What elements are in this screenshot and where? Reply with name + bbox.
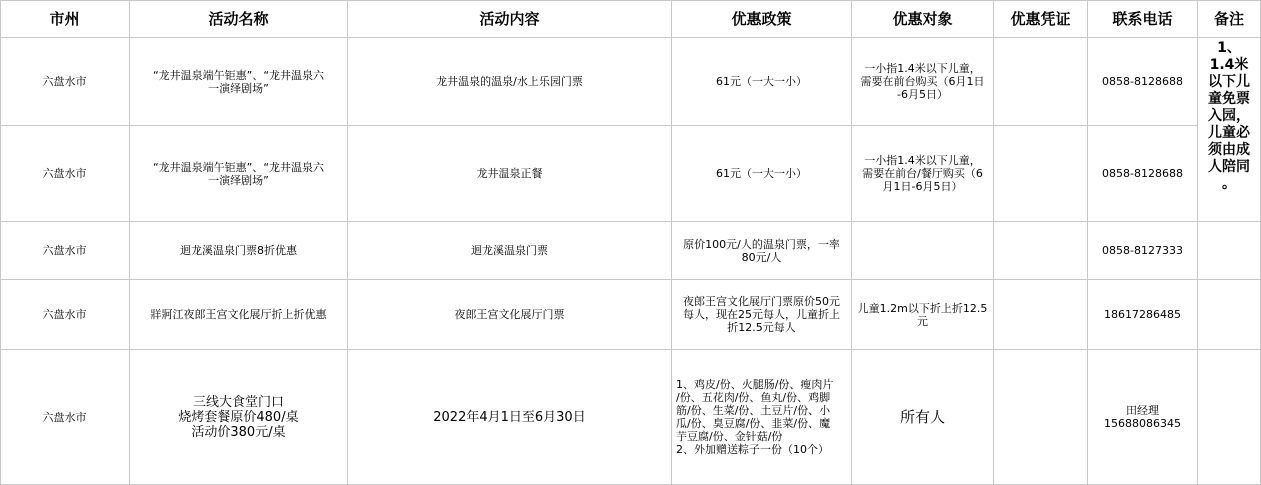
table-cell-city[interactable]: 六盘水市 — [0, 126, 130, 222]
table-cell-activity-content[interactable]: 龙井温泉的温泉/水上乐园门票 — [348, 38, 672, 126]
table-cell-city[interactable]: 六盘水市 — [0, 222, 130, 280]
header-discount-policy[interactable]: 优惠政策 — [672, 0, 852, 38]
table-cell-discount-voucher[interactable] — [994, 350, 1088, 485]
header-activity-name[interactable]: 活动名称 — [130, 0, 348, 38]
table-cell-activity-content[interactable]: 龙井温泉正餐 — [348, 126, 672, 222]
table-cell-discount-voucher[interactable] — [994, 222, 1088, 280]
table-cell-discount-target[interactable]: 一小指1.4米以下儿童， 需要在前台/餐厅购买（6 月1日-6月5日） — [852, 126, 994, 222]
table-cell-activity-name[interactable]: 迴龙溪温泉门票8折优惠 — [130, 222, 348, 280]
table-cell-activity-content[interactable]: 夜郎王宫文化展厅门票 — [348, 280, 672, 350]
table-cell-discount-voucher[interactable] — [994, 126, 1088, 222]
table-cell-discount-target[interactable] — [852, 222, 994, 280]
table-cell-city[interactable]: 六盘水市 — [0, 280, 130, 350]
table-cell-city[interactable]: 六盘水市 — [0, 38, 130, 126]
table-cell-discount-policy[interactable]: 1、鸡皮/份、火腿肠/份、瘦肉片 /份、五花肉/份、鱼丸/份、鸡脚 筋/份、生菜/份、土豆片/份、小 瓜/份、臭豆腐/份、韭菜/份、魔 芋豆腐/份、金针菇/份 2、外加赠送粽子一份（10个） — [672, 350, 852, 485]
table-cell-activity-name[interactable]: “龙井温泉端午钜惠”、“龙井温泉六 一演绎剧场” — [130, 38, 348, 126]
table-cell-discount-policy[interactable]: 61元（一大一小） — [672, 126, 852, 222]
table-cell-discount-voucher[interactable] — [994, 38, 1088, 126]
table-cell-note-empty[interactable] — [1198, 280, 1261, 350]
table-cell-activity-name[interactable]: 三线大食堂门口 烧烤套餐原价480/桌 活动价380元/桌 — [130, 350, 348, 485]
table-cell-contact-phone[interactable]: 田经理15688086345 — [1088, 350, 1198, 485]
table-cell-discount-target[interactable]: 儿童1.2m以下折上折12.5 元 — [852, 280, 994, 350]
header-activity-content[interactable]: 活动内容 — [348, 0, 672, 38]
table-cell-activity-content[interactable]: 迴龙溪温泉门票 — [348, 222, 672, 280]
header-note[interactable]: 备注 — [1198, 0, 1261, 38]
table-cell-discount-policy[interactable]: 夜郎王宫文化展厅门票原价50元 每人，现在25元每人，儿童折上 折12.5元每人 — [672, 280, 852, 350]
table-cell-discount-voucher[interactable] — [994, 280, 1088, 350]
table-cell-discount-policy[interactable]: 原价100元/人的温泉门票，一率 80元/人 — [672, 222, 852, 280]
table-cell-note-empty[interactable] — [1198, 350, 1261, 485]
note-cell[interactable]: 1、 1.4米 以下儿 童免票 入园， 儿童必 须由成 人陪同 。 — [1198, 38, 1261, 222]
table-cell-activity-name[interactable]: “龙井温泉端午钜惠”、“龙井温泉六 一演绎剧场” — [130, 126, 348, 222]
header-discount-target[interactable]: 优惠对象 — [852, 0, 994, 38]
table-cell-contact-phone[interactable]: 0858-8128688 — [1088, 38, 1198, 126]
table-cell-discount-policy[interactable]: 61元（一大一小） — [672, 38, 852, 126]
table-cell-discount-target[interactable]: 所有人 — [852, 350, 994, 485]
table-cell-activity-content[interactable]: 2022年4月1日至6月30日 — [348, 350, 672, 485]
table-cell-activity-name[interactable]: 牂牁江夜郎王宫文化展厅折上折优惠 — [130, 280, 348, 350]
table-cell-contact-phone[interactable]: 0858-8127333 — [1088, 222, 1198, 280]
table-cell-city[interactable]: 六盘水市 — [0, 350, 130, 485]
table-cell-contact-phone[interactable]: 18617286485 — [1088, 280, 1198, 350]
table-cell-note-empty[interactable] — [1198, 222, 1261, 280]
table-cell-discount-target[interactable]: 一小指1.4米以下儿童， 需要在前台购买（6月1日 -6月5日） — [852, 38, 994, 126]
header-contact-phone[interactable]: 联系电话 — [1088, 0, 1198, 38]
header-city[interactable]: 市州 — [0, 0, 130, 38]
header-discount-voucher[interactable]: 优惠凭证 — [994, 0, 1088, 38]
table-cell-contact-phone[interactable]: 0858-8128688 — [1088, 126, 1198, 222]
